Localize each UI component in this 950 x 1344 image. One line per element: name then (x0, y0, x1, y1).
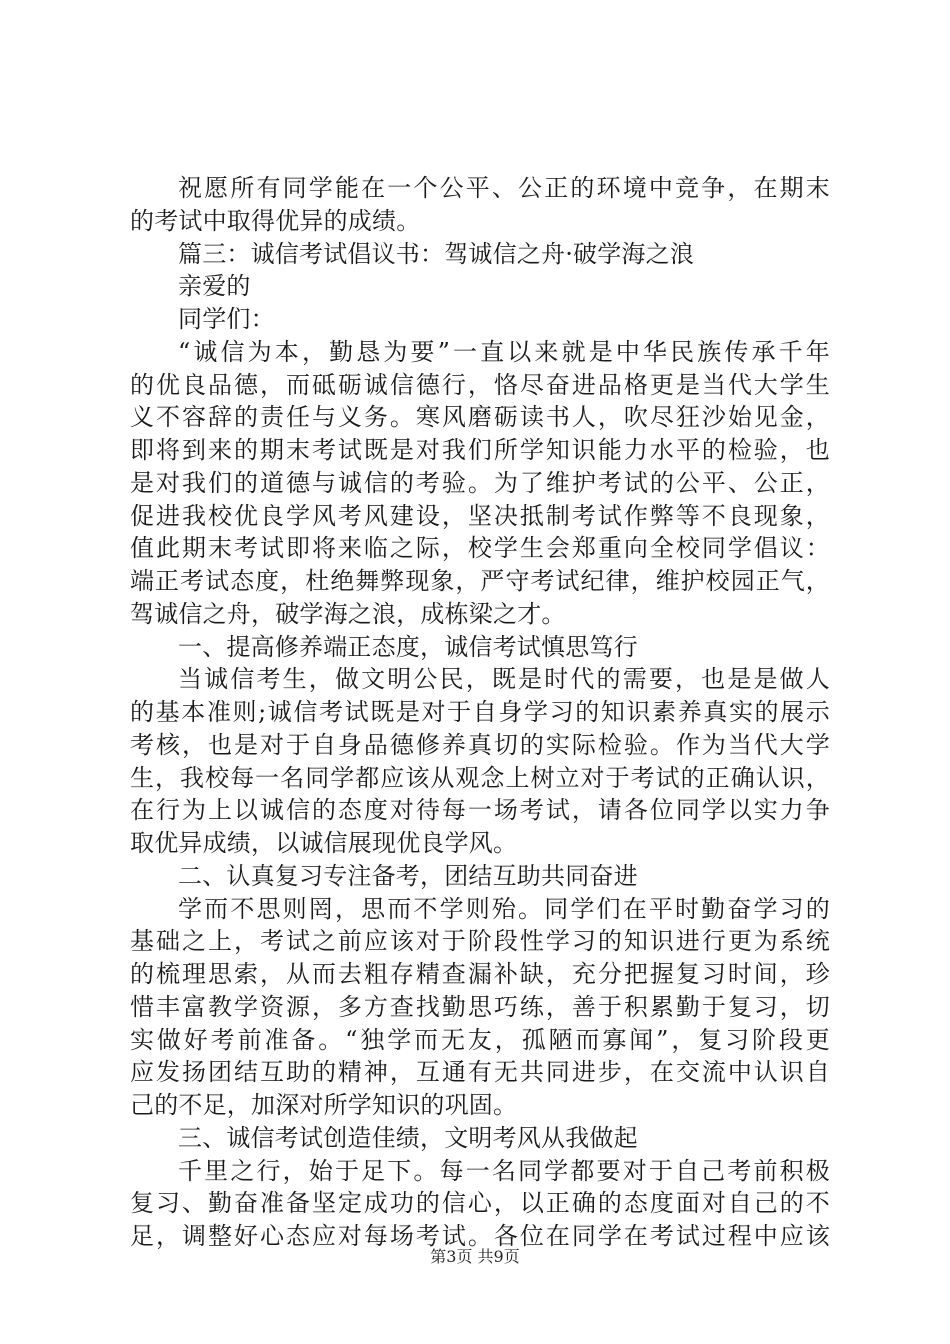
text-line: 的考试中取得优异的成绩。 (130, 206, 421, 235)
text-line: 同学们： (178, 305, 275, 333)
text-line: 生，我校每一名同学都应该从观念上树立对于考试的正确认识， (130, 763, 830, 792)
text-line: 的优良品德，而砥砺诚信德行，恪尽奋进品格更是当代大学生 (130, 370, 830, 399)
text-line: 的梳理思索，从而去粗存精查漏补缺，充分把握复习时间，珍 (130, 960, 830, 988)
text-line: 实做好考前准备。“独学而无友，孤陋而寡闻”，复习阶段更 (130, 1025, 830, 1054)
text-line: 当诚信考生，做文明公民，既是时代的需要，也是是做人 (178, 665, 830, 694)
text-line: 三、诚信考试创造佳绩，文明考风从我做起 (178, 1123, 638, 1152)
text-line: 基础之上，考试之前应该对于阶段性学习的知识进行更为系统 (130, 927, 830, 956)
text-line: 端正考试态度，杜绝舞弊现象，严守考试纪律，维护校园正气， (130, 567, 830, 595)
text-line: 是对我们的道德与诚信的考验。为了维护考试的公平、公正， (130, 468, 830, 497)
text-line: 己的不足，加深对所学知识的巩固。 (130, 1091, 518, 1119)
text-line: 在行为上以诚信的态度对待每一场考试，请各位同学以实力争 (130, 796, 830, 825)
text-line: 一、提高修养端正态度，诚信考试慎思笃行 (178, 632, 638, 661)
text-line: 二、认真复习专注备考，团结互助共同奋进 (178, 861, 638, 890)
document-body (130, 172, 830, 1253)
text-line: 取优异成绩，以诚信展现优良学风。 (130, 829, 518, 857)
text-line: 惜丰富教学资源，多方查找勤思巧练，善于积累勤于复习，切 (130, 992, 830, 1021)
text-line: 复习、勤奋准备坚定成功的信心，以正确的态度面对自己的不 (130, 1189, 830, 1218)
text-line: 义不容辞的责任与义务。寒风磨砺读书人，吹尽狂沙始见金， (130, 403, 830, 432)
page-footer: 第3页 共9页 (430, 1247, 520, 1266)
text-line: “诚信为本，勤恳为要”一直以来就是中华民族传承千年 (178, 337, 830, 366)
text-line: 值此期末考试即将来临之际，校学生会郑重向全校同学倡议： (130, 534, 830, 563)
text-line: 足，调整好心态应对每场考试。各位在同学在考试过程中应该 (130, 1222, 830, 1250)
text-line: 促进我校优良学风考风建设，坚决抵制考试作弊等不良现象， (130, 501, 830, 530)
text-line: 驾诚信之舟，破学海之浪，成栋梁之才。 (130, 599, 566, 628)
text-line: 篇三：诚信考试倡议书：驾诚信之舟·破学海之浪 (178, 239, 695, 268)
text-line: 千里之行，始于足下。每一名同学都要对于自己考前积极 (178, 1156, 830, 1185)
text-line: 祝愿所有同学能在一个公平、公正的环境中竞争，在期末 (178, 174, 830, 202)
text-line: 学而不思则罔，思而不学则殆。同学们在平时勤奋学习的 (178, 894, 830, 923)
text-line: 应发扬团结互助的精神，互通有无共同进步，在交流中认识自 (130, 1058, 830, 1087)
text-line: 即将到来的期末考试既是对我们所学知识能力水平的检验，也 (130, 436, 830, 464)
text-line: 亲爱的 (178, 272, 251, 301)
text-line: 考核，也是对于自身品德修养真切的实际检验。作为当代大学 (130, 730, 830, 759)
text-line: 的基本准则;诚信考试既是对于自身学习的知识素养真实的展示 (130, 698, 830, 726)
